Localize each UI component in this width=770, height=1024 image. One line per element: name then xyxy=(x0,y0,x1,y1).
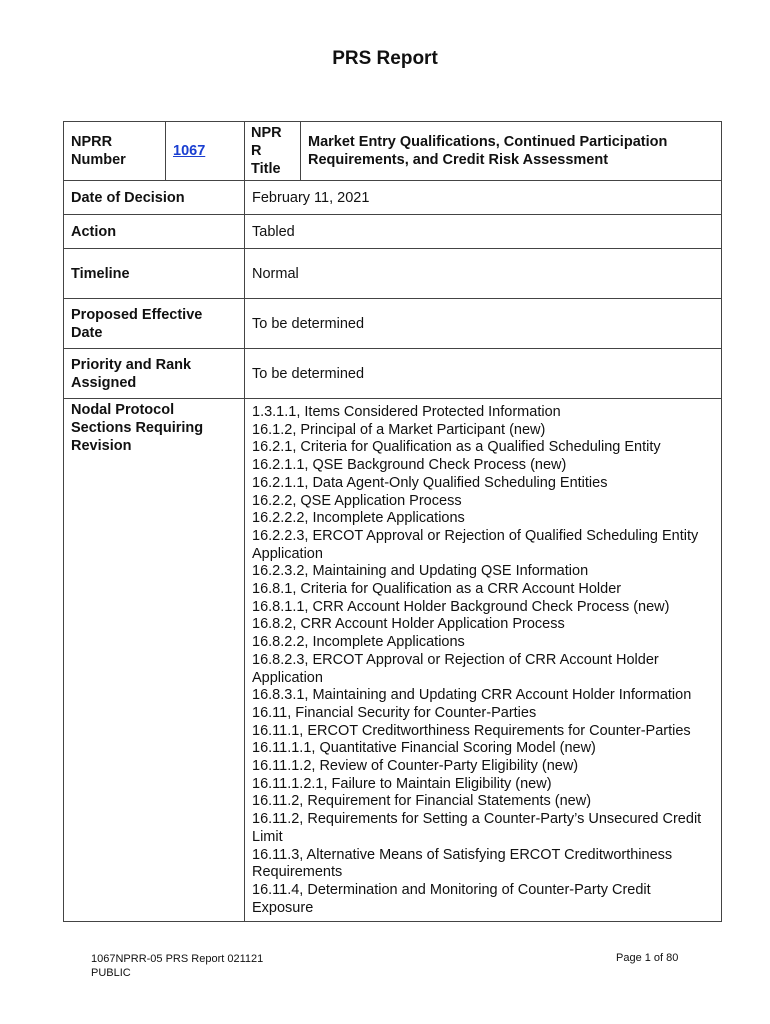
section-item: 16.8.2.3, ERCOT Approval or Rejection of CRR Account Holder Application xyxy=(252,651,659,686)
section-item: 16.11.3, Alternative Means of Satisfying ERCOT Creditworthiness Requirements xyxy=(252,846,673,881)
section-item: 16.11, Financial Security for Counter-Parties xyxy=(252,704,537,721)
nprr-number-cell xyxy=(166,122,245,181)
nprr-title-value: Market Entry Qualifications, Continued Participation Requirements, and Credit Risk Assessment xyxy=(301,122,722,181)
section-item: 16.8.1.1, CRR Account Holder Background Check Process (new) xyxy=(252,598,670,615)
proposed-effective-date-row xyxy=(64,299,722,349)
action-value: Tabled xyxy=(245,215,722,249)
section-item: 16.2.1.1, QSE Background Check Process (new) xyxy=(252,457,567,474)
section-item: 16.8.3.1, Maintaining and Updating CRR Account Holder Information xyxy=(252,687,692,704)
timeline-value: Normal xyxy=(245,249,722,299)
section-item: 16.1.2, Principal of a Market Participant (new) xyxy=(252,421,546,438)
section-item: 16.11.1.2.1, Failure to Maintain Eligibility (new) xyxy=(252,775,552,792)
section-item: 16.11.1.2, Review of Counter-Party Eligibility (new) xyxy=(252,758,579,775)
sections-label: Nodal Protocol Sections Requiring Revision xyxy=(64,399,245,922)
date-of-decision-label: Date of Decision xyxy=(64,181,245,215)
footer-doc-id: 1067NPRR-05 PRS Report 021121 xyxy=(91,953,264,965)
prs-table xyxy=(63,121,722,922)
date-of-decision-row xyxy=(64,181,722,215)
section-item: 16.2.2.3, ERCOT Approval or Rejection of Qualified Scheduling Entity Application xyxy=(252,527,699,562)
page-title: PRS Report xyxy=(332,48,438,69)
sections-list xyxy=(245,399,722,922)
section-item: 16.8.2, CRR Account Holder Application Process xyxy=(252,616,565,633)
priority-rank-row xyxy=(64,349,722,399)
section-item: 16.2.1.1, Data Agent-Only Qualified Scheduling Entities xyxy=(252,474,608,491)
nprr-number-label: NPRR Number xyxy=(64,122,166,181)
section-item: 16.2.1, Criteria for Qualification as a Qualified Scheduling Entity xyxy=(252,439,661,456)
section-item: 16.8.1, Criteria for Qualification as a CRR Account Holder xyxy=(252,581,622,598)
footer-left xyxy=(91,952,263,980)
timeline-row xyxy=(64,249,722,299)
sections-row xyxy=(64,399,722,922)
section-item: 16.11.1, ERCOT Creditworthiness Requirements for Counter-Parties xyxy=(252,722,691,739)
footer-classification: PUBLIC xyxy=(91,967,131,979)
action-row xyxy=(64,215,722,249)
priority-rank-label: Priority and Rank Assigned xyxy=(64,349,245,399)
nprr-number-link[interactable]: 1067 xyxy=(173,143,206,159)
priority-rank-value: To be determined xyxy=(245,349,722,399)
section-item: 16.11.2, Requirement for Financial Statements (new) xyxy=(252,793,592,810)
section-item: 16.11.4, Determination and Monitoring of Counter-Party Credit Exposure xyxy=(252,881,651,916)
footer-page-number: Page 1 of 80 xyxy=(616,952,679,964)
nprr-title-label xyxy=(245,122,301,181)
section-item: 16.2.2, QSE Application Process xyxy=(252,492,462,509)
section-item: 1.3.1.1, Items Considered Protected Information xyxy=(252,404,561,420)
section-item: 16.11.2, Requirements for Setting a Counter-Party’s Unsecured Credit Limit xyxy=(252,811,702,845)
proposed-effective-date-label: Proposed Effective Date xyxy=(64,299,245,349)
date-of-decision-value: February 11, 2021 xyxy=(245,181,722,215)
section-item: 16.2.3.2, Maintaining and Updating QSE Information xyxy=(252,563,589,580)
timeline-label: Timeline xyxy=(64,249,245,299)
header-row xyxy=(64,122,722,181)
proposed-effective-date-value: To be determined xyxy=(245,299,722,349)
nprr-title-label-line: R xyxy=(251,143,262,159)
section-item: 16.11.1.1, Quantitative Financial Scoring Model (new) xyxy=(252,740,596,757)
action-label: Action xyxy=(64,215,245,249)
section-item: 16.2.2.2, Incomplete Applications xyxy=(252,510,465,527)
nprr-title-label-line: NPR xyxy=(251,125,282,141)
nprr-title-label-line: Title xyxy=(251,161,281,177)
section-item: 16.8.2.2, Incomplete Applications xyxy=(252,634,465,651)
